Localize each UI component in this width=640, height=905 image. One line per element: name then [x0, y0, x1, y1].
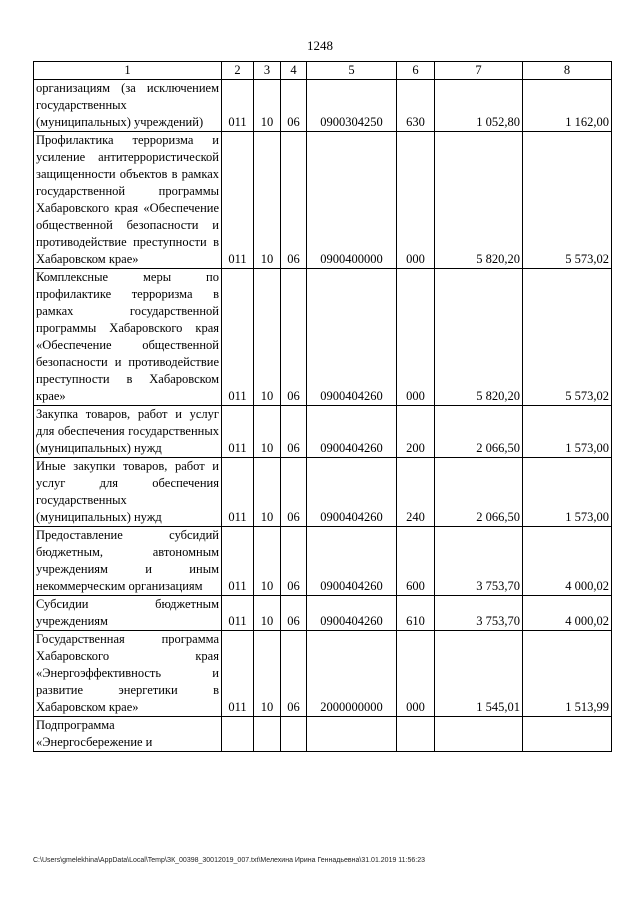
cell-amount-1: 5 820,20: [435, 132, 523, 269]
cell-ministry-code: 011: [222, 631, 254, 717]
cell-section: 10: [254, 458, 281, 527]
column-header: 5: [307, 62, 397, 80]
cell-section: 10: [254, 596, 281, 631]
cell-amount-1: 3 753,70: [435, 596, 523, 631]
cell-amount-1: 1 545,01: [435, 631, 523, 717]
cell-subsection: 06: [281, 596, 307, 631]
table-row: [34, 527, 612, 596]
cell-ministry-code: 011: [222, 269, 254, 406]
cell-target-article: [307, 717, 397, 752]
cell-amount-1: 3 753,70: [435, 527, 523, 596]
cell-amount-2: 4 000,02: [523, 527, 612, 596]
column-header: 6: [397, 62, 435, 80]
cell-section: 10: [254, 80, 281, 132]
row-description: Подпрограмма «Энергосбережение и: [34, 717, 222, 752]
column-header: 4: [281, 62, 307, 80]
cell-target-article: 0900404260: [307, 527, 397, 596]
cell-amount-2: [523, 717, 612, 752]
table-row: [34, 406, 612, 458]
table-row: [34, 132, 612, 269]
cell-subsection: 06: [281, 527, 307, 596]
file-path-footer: C:\Users\gmelekhina\AppData\Local\Temp\ЗК_00398_30012019_007.txt\Мелехина Ирина Геннадьевна\31.01.2019 11:56:23: [33, 857, 426, 864]
row-description: Комплексные меры по профилактике терроризма в рамках государственной программы Хабаровского края «Обеспечение общественной безопасности и противодействие преступности в Хабаровском крае»: [34, 269, 222, 406]
cell-subsection: [281, 717, 307, 752]
cell-target-article: 0900404260: [307, 596, 397, 631]
row-description: Иные закупки товаров, работ и услуг для обеспечения государственных (муниципальных) нужд: [34, 458, 222, 527]
column-header: 1: [34, 62, 222, 80]
row-description: Закупка товаров, работ и услуг для обеспечения государственных (муниципальных) нужд: [34, 406, 222, 458]
cell-subsection: 06: [281, 80, 307, 132]
cell-expense-type: 600: [397, 527, 435, 596]
cell-ministry-code: 011: [222, 406, 254, 458]
cell-amount-2: 5 573,02: [523, 269, 612, 406]
budget-table: [33, 61, 612, 752]
cell-expense-type: 630: [397, 80, 435, 132]
cell-amount-2: 1 573,00: [523, 458, 612, 527]
cell-section: 10: [254, 527, 281, 596]
cell-target-article: 0900404260: [307, 269, 397, 406]
table-row: [34, 458, 612, 527]
cell-target-article: 0900404260: [307, 406, 397, 458]
row-description: организациям (за исключением государственных (муниципальных) учреждений): [34, 80, 222, 132]
cell-section: [254, 717, 281, 752]
cell-amount-2: 4 000,02: [523, 596, 612, 631]
cell-expense-type: 610: [397, 596, 435, 631]
cell-expense-type: 000: [397, 631, 435, 717]
cell-target-article: 0900400000: [307, 132, 397, 269]
cell-subsection: 06: [281, 631, 307, 717]
cell-amount-1: 1 052,80: [435, 80, 523, 132]
cell-ministry-code: [222, 717, 254, 752]
row-description: Предоставление субсидий бюджетным, автономным учреждениям и иным некоммерческим организациям: [34, 527, 222, 596]
cell-expense-type: 000: [397, 269, 435, 406]
row-description: Субсидии бюджетным учреждениям: [34, 596, 222, 631]
cell-subsection: 06: [281, 458, 307, 527]
cell-ministry-code: 011: [222, 458, 254, 527]
cell-expense-type: [397, 717, 435, 752]
cell-target-article: 2000000000: [307, 631, 397, 717]
cell-amount-2: 1 573,00: [523, 406, 612, 458]
table-row: [34, 80, 612, 132]
cell-amount-2: 1 513,99: [523, 631, 612, 717]
row-description: Профилактика терроризма и усиление антитеррористической защищенности объектов в рамках государственной программы Хабаровского края «Обеспечение общественной безопасности и противодействие преступности в Хабаровском крае»: [34, 132, 222, 269]
cell-ministry-code: 011: [222, 596, 254, 631]
cell-section: 10: [254, 269, 281, 406]
cell-subsection: 06: [281, 406, 307, 458]
cell-section: 10: [254, 631, 281, 717]
cell-subsection: 06: [281, 269, 307, 406]
row-description: Государственная программа Хабаровского края «Энергоэффективность и развитие энергетики в Хабаровском крае»: [34, 631, 222, 717]
cell-amount-1: 2 066,50: [435, 458, 523, 527]
cell-expense-type: 240: [397, 458, 435, 527]
table-header-row: [34, 62, 612, 80]
cell-section: 10: [254, 132, 281, 269]
cell-amount-1: 5 820,20: [435, 269, 523, 406]
column-header: 7: [435, 62, 523, 80]
table-row: [34, 269, 612, 406]
cell-ministry-code: 011: [222, 80, 254, 132]
cell-ministry-code: 011: [222, 527, 254, 596]
page-number: 1248: [307, 38, 333, 53]
table-row: [34, 717, 612, 752]
cell-amount-1: 2 066,50: [435, 406, 523, 458]
cell-amount-2: 5 573,02: [523, 132, 612, 269]
cell-amount-2: 1 162,00: [523, 80, 612, 132]
cell-ministry-code: 011: [222, 132, 254, 269]
column-header: 8: [523, 62, 612, 80]
table-row: [34, 631, 612, 717]
cell-subsection: 06: [281, 132, 307, 269]
cell-target-article: 0900304250: [307, 80, 397, 132]
cell-expense-type: 200: [397, 406, 435, 458]
cell-section: 10: [254, 406, 281, 458]
cell-amount-1: [435, 717, 523, 752]
column-header: 3: [254, 62, 281, 80]
table-row: [34, 596, 612, 631]
column-header: 2: [222, 62, 254, 80]
cell-target-article: 0900404260: [307, 458, 397, 527]
cell-expense-type: 000: [397, 132, 435, 269]
